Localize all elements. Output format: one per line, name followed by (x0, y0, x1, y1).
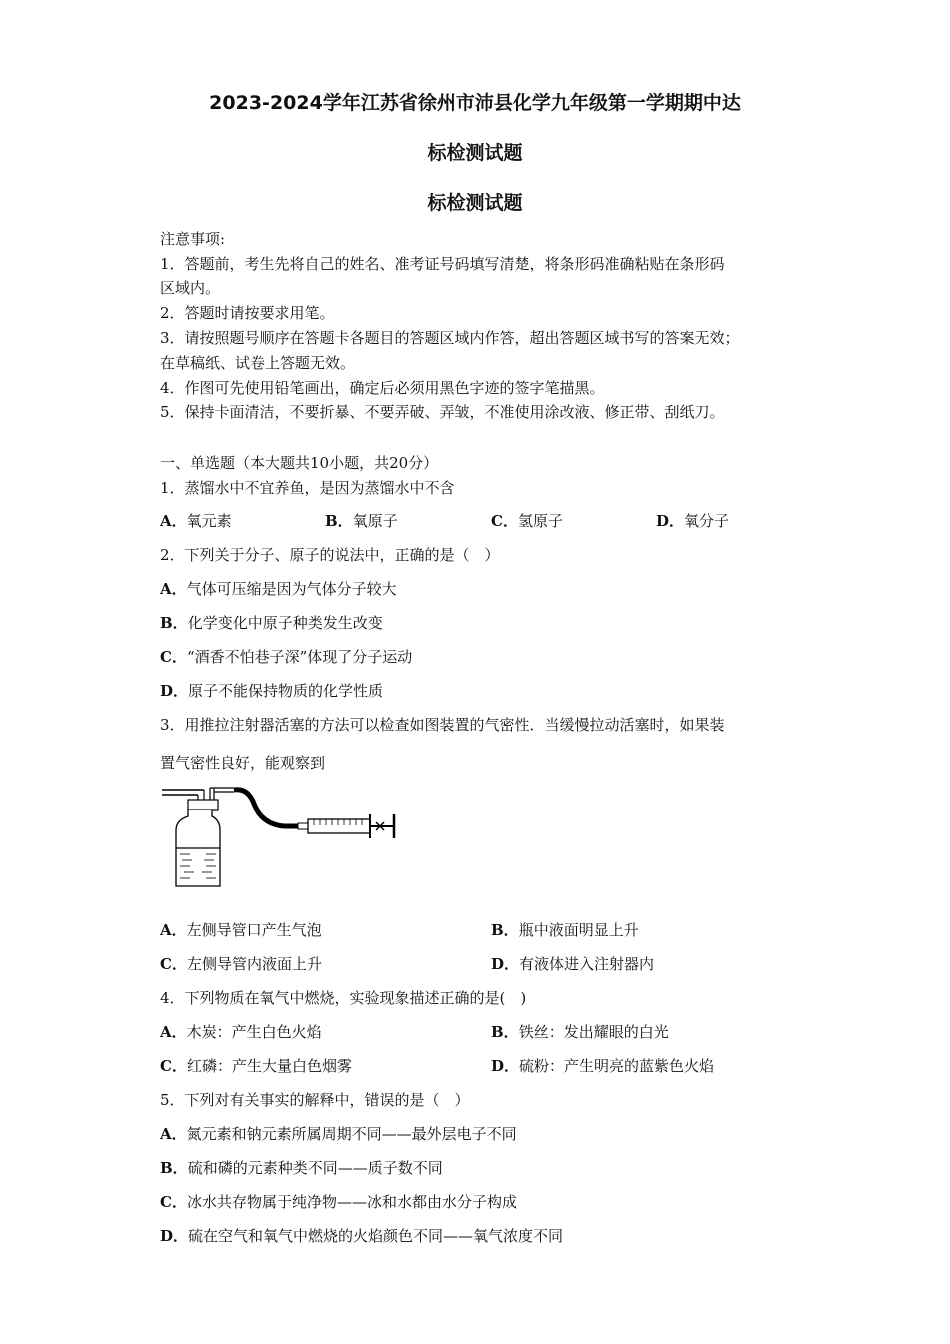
q1-option-a[interactable]: A．氧元素 (160, 512, 232, 530)
q3-option-c[interactable]: C．左侧导管内液面上升 (160, 955, 322, 973)
question-4-stem: 4．下列物质在氧气中燃烧，实验现象描述正确的是( ) (160, 989, 527, 1007)
q2-option-a[interactable]: A．气体可压缩是因为气体分子较大 (160, 580, 397, 598)
q4-option-b[interactable]: B．铁丝：发出耀眼的白光 (491, 1023, 669, 1041)
q3-option-b[interactable]: B．瓶中液面明显上升 (491, 921, 639, 939)
notice-item: 5．保持卡面清洁，不要折暴、不要弄破、弄皱，不准使用涂改液、修正带、刮纸刀。 (160, 403, 725, 421)
q2-option-d[interactable]: D．原子不能保持物质的化学性质 (160, 682, 384, 700)
q4-option-c[interactable]: C．红磷：产生大量白色烟雾 (160, 1057, 352, 1075)
q1-option-d[interactable]: D．氧分子 (656, 512, 730, 530)
notice-item: 在草稿纸、试卷上答题无效。 (160, 354, 356, 372)
question-3-stem-cont: 置气密性良好，能观察到 (160, 754, 326, 772)
notice-item: 区域内。 (160, 279, 221, 297)
apparatus-figure (158, 782, 408, 892)
notice-item: 4．作图可先使用铅笔画出，确定后必须用黑色字迹的签字笔描黑。 (160, 379, 605, 397)
notice-heading: 注意事项: (160, 230, 226, 248)
notice-item: 3．请按照题号顺序在答题卡各题目的答题区域内作答，超出答题区域书写的答案无效； (160, 329, 740, 347)
notice-item: 1．答题前，考生先将自己的姓名、准考证号码填写清楚，将条形码准确粘贴在条形码 (160, 255, 725, 273)
q2-option-b[interactable]: B．化学变化中原子种类发生改变 (160, 614, 383, 632)
question-1-stem: 1．蒸馏水中不宜养鱼，是因为蒸馏水中不含 (160, 479, 455, 497)
q3-option-d[interactable]: D．有液体进入注射器内 (491, 955, 655, 973)
q5-option-d[interactable]: D．硫在空气和氧气中燃烧的火焰颜色不同——氧气浓度不同 (160, 1227, 564, 1245)
q4-option-d[interactable]: D．硫粉：产生明亮的蓝紫色火焰 (491, 1057, 715, 1075)
question-3-stem: 3．用推拉注射器活塞的方法可以检查如图装置的气密性．当缓慢拉动活塞时，如果装 (160, 716, 725, 734)
question-2-stem: 2．下列关于分子、原子的说法中，正确的是（ ） (160, 546, 500, 564)
q3-option-a[interactable]: A．左侧导管口产生气泡 (160, 921, 322, 939)
q1-option-b[interactable]: B．氧原子 (325, 512, 398, 530)
q5-option-c[interactable]: C．冰水共存物属于纯净物——冰和水都由水分子构成 (160, 1193, 517, 1211)
page-title-line3: 标检测试题 (427, 192, 523, 214)
question-5-stem: 5．下列对有关事实的解释中，错误的是（ ） (160, 1091, 470, 1109)
notice-item: 2．答题时请按要求用笔。 (160, 304, 335, 322)
q1-option-c[interactable]: C．氢原子 (491, 512, 563, 530)
section-heading: 一、单选题（本大题共10小题，共20分） (160, 454, 439, 472)
q5-option-b[interactable]: B．硫和磷的元素种类不同——质子数不同 (160, 1159, 443, 1177)
page-title-line2: 标检测试题 (427, 142, 523, 164)
q2-option-c[interactable]: C．“酒香不怕巷子深”体现了分子运动 (160, 648, 413, 666)
q4-option-a[interactable]: A．木炭：产生白色火焰 (160, 1023, 322, 1041)
page-title-line1: 2023-2024学年江苏省徐州市沛县化学九年级第一学期期中达 (209, 92, 741, 114)
q5-option-a[interactable]: A．氮元素和钠元素所属周期不同——最外层电子不同 (160, 1125, 517, 1143)
